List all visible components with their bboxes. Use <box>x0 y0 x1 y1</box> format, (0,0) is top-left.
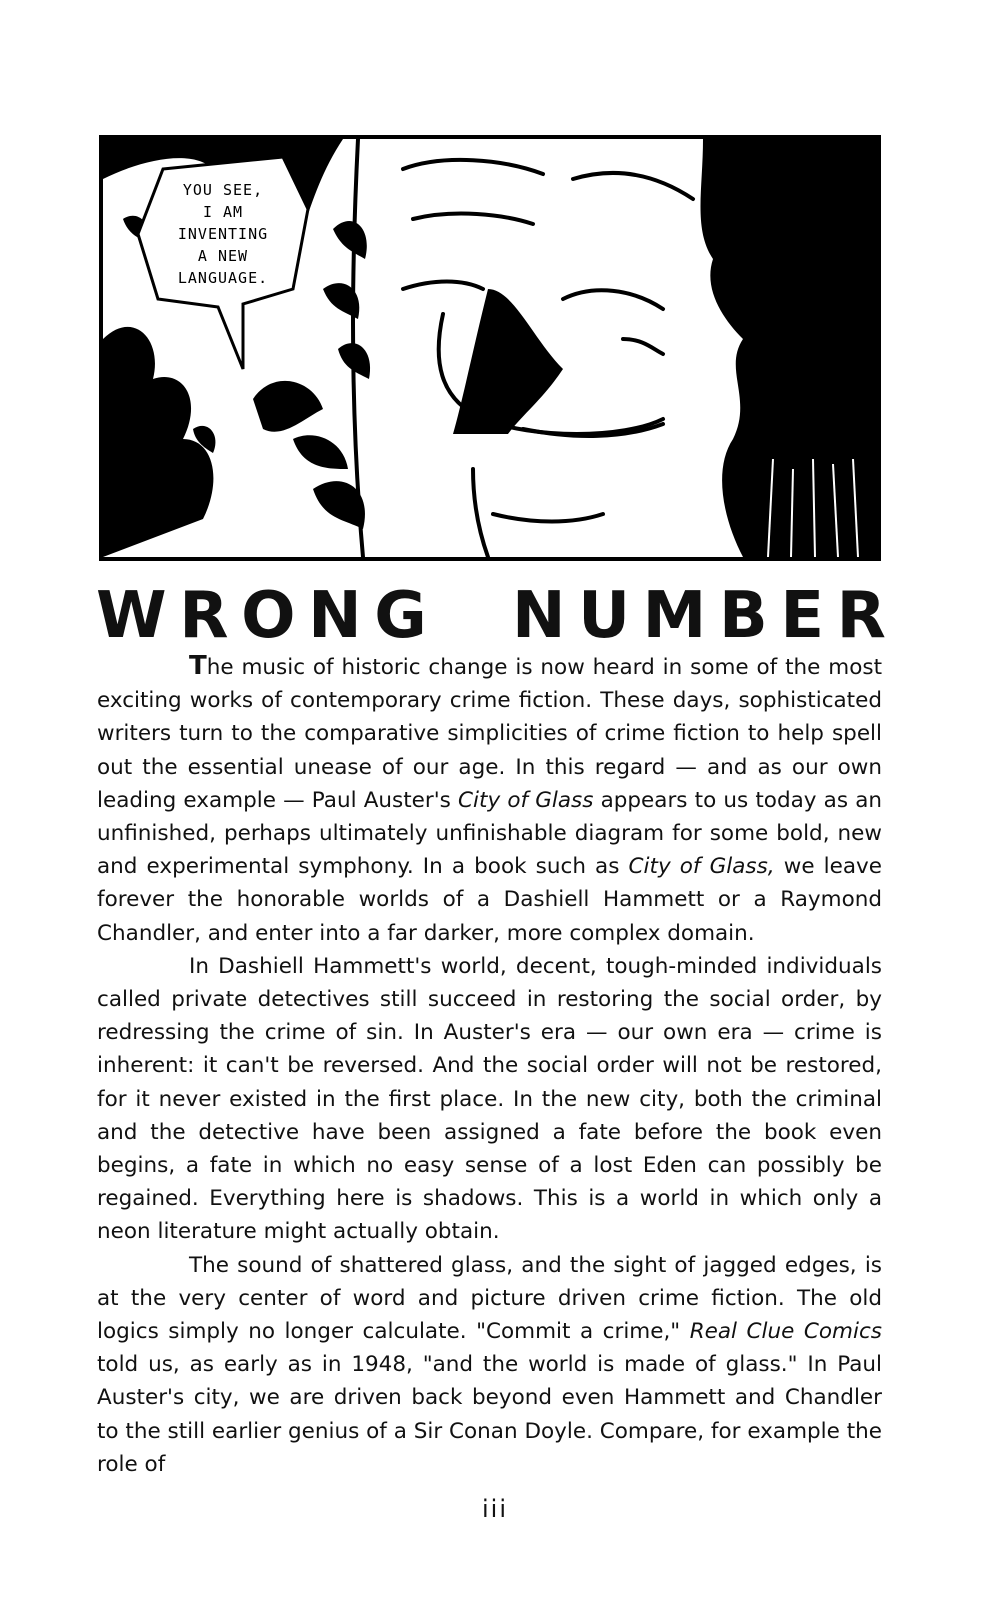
italic-title: City of Glass <box>458 787 594 813</box>
text-run: told us, as early as in 1948, "and the world is made of glass." In Paul Auster's city, we are driven back beyond even Hammett and Chandler to the still earlier genius of a Sir Conan Doyle. Compare, for example the role of <box>97 1352 882 1477</box>
text-run: appears to us today as an unfinished, perhaps ultimately unfinishable diagram for some bold, new and experimental symphony. In a book such as <box>97 787 883 880</box>
title-letter: R <box>179 579 229 653</box>
speech-line: LANGUAGE. <box>177 269 269 287</box>
drop-letter: T <box>189 651 207 681</box>
title-letter: R <box>836 579 886 653</box>
text-run: he music of historic change is now heard in some of the most exciting works of contemporary crime fiction. These days, sophisticated writers turn to the comparative simplicities of crime fiction to help spell out the essential unease of our age. In this regard — and as our own leading example — Paul Auster's <box>97 655 882 813</box>
paragraph <box>97 650 882 950</box>
speech-line: YOU SEE, <box>182 181 264 199</box>
title-letter: E <box>780 579 825 653</box>
title-letter: M <box>642 579 707 653</box>
speech-bubble-text <box>143 179 303 289</box>
speech-line: I AM <box>202 203 244 221</box>
page-title <box>96 580 886 652</box>
title-letter: W <box>96 579 167 653</box>
speech-line: INVENTING <box>177 225 269 243</box>
title-letter: G <box>374 579 427 653</box>
title-letter: O <box>241 579 296 653</box>
title-letter: N <box>308 579 362 653</box>
title-letter: B <box>718 579 768 653</box>
paragraph <box>97 950 882 1249</box>
title-letter: U <box>578 579 631 653</box>
paragraph <box>97 1249 882 1481</box>
italic-title: Real Clue Comics <box>689 1319 882 1345</box>
text-run: we leave forever the honorable worlds of a Dashiell Hammett or a Raymond Chandler, and enter into a far darker, more complex domain. <box>97 854 883 946</box>
speech-line: A NEW <box>197 247 249 265</box>
text-run: The sound of shattered glass, and the sight of jagged edges, is at the very center of word and picture driven crime fiction. The old logics simply no longer calculate. "Commit a crime," <box>97 1252 882 1345</box>
page-number: iii <box>481 1495 508 1523</box>
text-run: In Dashiell Hammett's world, decent, tough-minded individuals called private detectives still succeed in restoring the social order, by redressing the crime of sin. In Auster's era — our own era — crime is inherent: it can't be reversed. And the social order will not be restored, for it never existed in the first place. In the new city, both the criminal and the detective have been assigned a fate before the book even begins, a fate in which no easy sense of a lost Eden can possibly be regained. Everything here is shadows. This is a world in which only a neon literature might actually obtain. <box>97 953 882 1245</box>
body-text <box>97 650 882 1481</box>
italic-title: City of Glass, <box>628 854 775 880</box>
title-letter: N <box>511 579 566 653</box>
comic-panel <box>99 135 881 561</box>
